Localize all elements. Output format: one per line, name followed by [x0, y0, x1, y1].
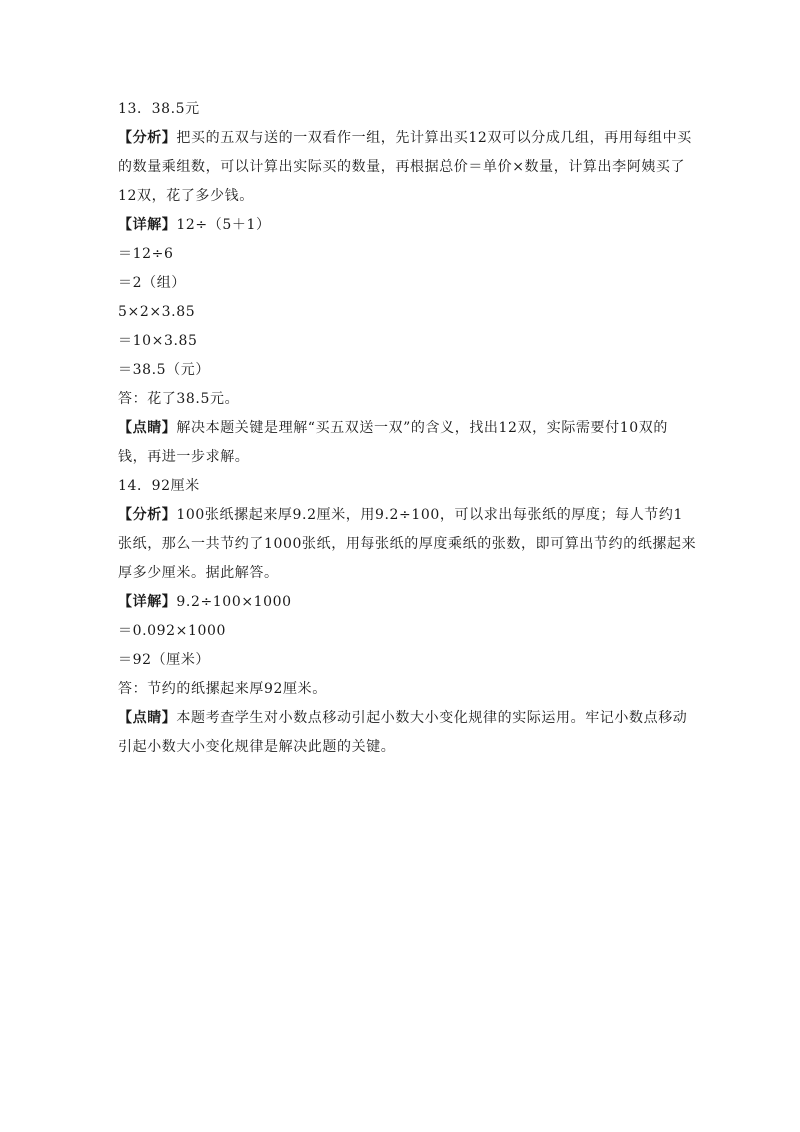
q13-comment-line-2: 钱，再进一步求解。 [118, 449, 250, 465]
q13-comment-text-1: 解决本题关键是理解“买五双送一双”的含义，找出12双，实际需要付10双的 [176, 420, 668, 436]
q13-comment-tag: 【点睛】 [118, 420, 177, 436]
q13-detail-step-3: 5×2×3.85 [118, 304, 196, 320]
q14-analysis-tag: 【分析】 [118, 507, 177, 523]
q14-detail-first: 9.2÷100×1000 [176, 594, 292, 610]
q14-analysis-line-1 [118, 501, 698, 530]
answer-content [118, 95, 698, 762]
q14-analysis-line-2: 张纸，那么一共节约了1000张纸，用每张纸的厚度乘纸的张数，即可算出节约的纸摞起来 [118, 536, 697, 552]
q13-analysis-line-3: 12双，花了多少钱。 [118, 188, 254, 204]
q13-comment-line-1 [118, 414, 698, 443]
q14-detail-line-1 [118, 588, 698, 617]
q14-detail-step-1: ＝0.092×1000 [118, 623, 227, 639]
q13-detail-first: 12÷（5＋1） [176, 217, 271, 233]
q13-detail-line-1 [118, 211, 698, 240]
q13-heading: 13．38.5元 [118, 101, 200, 117]
q14-answer: 答：节约的纸摞起来厚92厘米。 [118, 681, 327, 697]
q14-comment-line-1 [118, 704, 698, 733]
q13-detail-step-1: ＝12÷6 [118, 246, 174, 262]
q14-analysis-text-1: 100张纸摞起来厚9.2厘米，用9.2÷100，可以求出每张纸的厚度；每人节约1 [176, 507, 684, 523]
q14-analysis-line-3: 厚多少厘米。据此解答。 [118, 565, 279, 581]
q14-heading: 14．92厘米 [118, 478, 200, 494]
q13-answer: 答：花了38.5元。 [118, 391, 240, 407]
q13-analysis-line-2: 的数量乘组数，可以计算出实际买的数量，再根据总价＝单价×数量，计算出李阿姨买了 [118, 159, 686, 175]
q13-detail-step-2: ＝2（组） [118, 275, 186, 291]
q13-detail-step-5: ＝38.5（元） [118, 362, 210, 378]
q13-detail-step-4: ＝10×3.85 [118, 333, 198, 349]
q14-comment-tag: 【点睛】 [118, 710, 177, 726]
q14-detail-tag: 【详解】 [118, 594, 177, 610]
q14-detail-step-2: ＝92（厘米） [118, 652, 211, 668]
q13-analysis-line-1 [118, 124, 698, 153]
q13-analysis-text-1: 把买的五双与送的一双看作一组，先计算出买12双可以分成几组，再用每组中买 [176, 130, 692, 146]
q14-comment-text-1: 本题考查学生对小数点移动引起小数大小变化规律的实际运用。牢记小数点移动 [176, 710, 688, 726]
q14-comment-line-2: 引起小数大小变化规律是解决此题的关键。 [118, 739, 396, 755]
q13-detail-tag: 【详解】 [118, 217, 177, 233]
q13-analysis-tag: 【分析】 [118, 130, 177, 146]
